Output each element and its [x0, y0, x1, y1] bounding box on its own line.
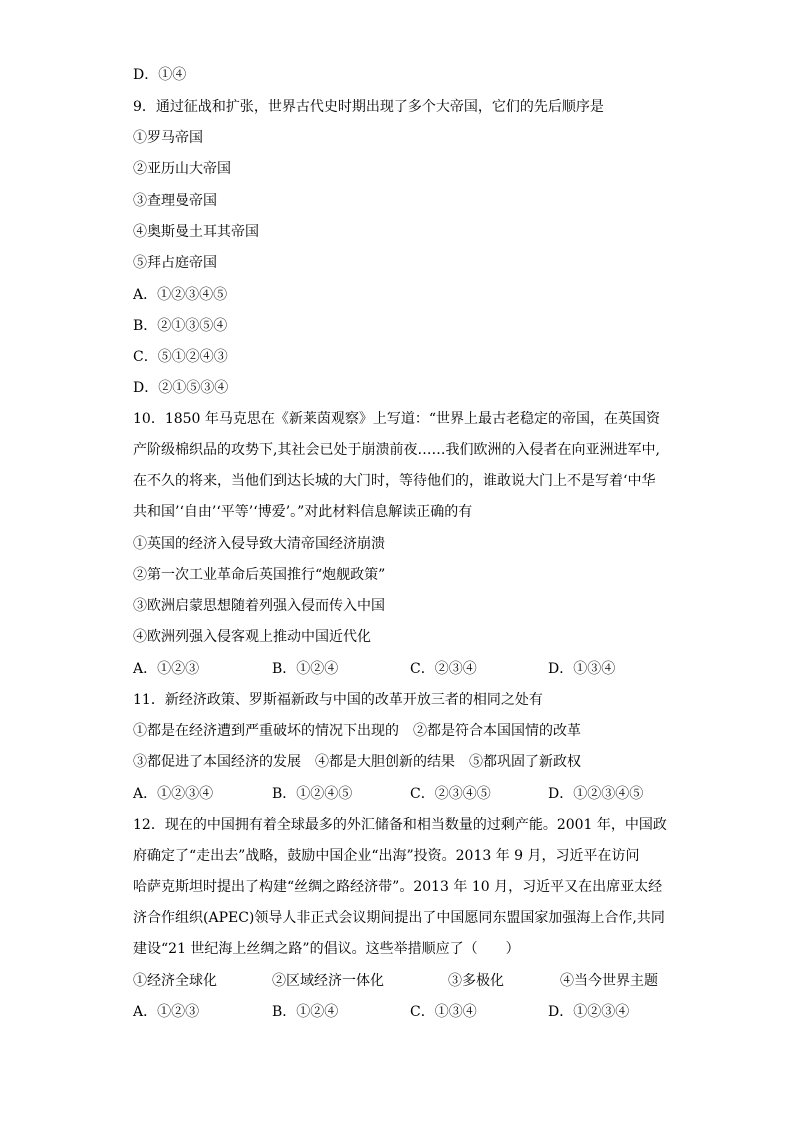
- q11-option-a: A．①②③④: [133, 786, 214, 802]
- q10-option-c: C．②③④: [410, 661, 477, 677]
- q9-item-3: ③查理曼帝国: [133, 193, 217, 209]
- q9-option-a: A．①②③④⑤: [133, 287, 228, 303]
- q12-option-b: B．①②④: [272, 1004, 339, 1020]
- q9-option-b: B．②①③⑤④: [133, 318, 228, 334]
- q10-stem-line-3: 在不久的将来，当他们到达长城的大门时，等待他们的，谁敢说大门上不是写着‘中华: [133, 473, 656, 489]
- q11-items-line-2: ③都促进了本国经济的发展 ④都是大胆创新的结果 ⑤都巩固了新政权: [133, 754, 581, 770]
- q9-item-5: ⑤拜占庭帝国: [133, 255, 217, 271]
- q12-stem-line-3: 哈萨克斯坦时提出了构建“丝绸之路经济带”。2013 年 10 月，习近平又在出席亚太经: [133, 879, 663, 895]
- q12-item-3: ③多极化: [448, 973, 504, 989]
- q11-option-c: C．②③④⑤: [410, 786, 491, 802]
- q9-item-2: ②亚历山大帝国: [133, 161, 231, 177]
- q10-option-d: D．①③④: [548, 661, 616, 677]
- q11-items-line-1: ①都是在经济遭到严重破坏的情况下出现的 ②都是符合本国国情的改革: [133, 723, 581, 739]
- q12-stem-line-2: 府确定了“走出去”战略，鼓励中国企业“出海”投资。2013 年 9 月，习近平在访问: [133, 848, 640, 864]
- q12-option-d: D．①②③④: [548, 1004, 630, 1020]
- q10-stem-line-2: 产阶级棉织品的攻势下,其社会已处于崩溃前夜……我们欧洲的入侵者在向亚洲进军中,: [133, 442, 660, 458]
- q11-option-b: B．①②④⑤: [272, 786, 353, 802]
- q10-option-b: B．①②④: [272, 661, 339, 677]
- q9-item-1: ①罗马帝国: [133, 130, 203, 146]
- q12-item-2: ②区域经济一体化: [272, 973, 384, 989]
- q12-item-1: ①经济全球化: [133, 973, 217, 989]
- q10-item-3: ③欧洲启蒙思想随着列强入侵而传入中国: [133, 598, 385, 614]
- q12-stem-line-4: 济合作组织(APEC)领导人非正式会议期间提出了中国愿同东盟国家加强海上合作,共同: [133, 910, 665, 926]
- q10-item-1: ①英国的经济入侵导致大清帝国经济崩溃: [133, 536, 385, 552]
- q11-stem: 11．新经济政策、罗斯福新政与中国的改革开放三者的相同之处有: [133, 692, 543, 708]
- q10-stem-line-4: 共和国’‘自由’‘平等’‘博爱’。”对此材料信息解读正确的有: [133, 504, 473, 520]
- q10-stem-line-1: 10．1850 年马克思在《新莱茵观察》上写道：“世界上最古老稳定的帝国，在英国资: [133, 411, 661, 427]
- q12-option-c: C．①③④: [410, 1004, 477, 1020]
- q9-stem: 9．通过征战和扩张，世界古代史时期出现了多个大帝国，它们的先后顺序是: [133, 99, 604, 115]
- q8-option-d: D．①④: [133, 67, 187, 83]
- q9-option-d: D．②①⑤③④: [133, 380, 229, 396]
- q10-option-a: A．①②③: [133, 661, 200, 677]
- q10-item-4: ④欧洲列强入侵客观上推动中国近代化: [133, 629, 371, 645]
- q9-item-4: ④奥斯曼土耳其帝国: [133, 224, 259, 240]
- q10-item-2: ②第一次工业革命后英国推行“炮舰政策”: [133, 567, 386, 583]
- q12-stem-line-5: 建设“21 世纪海上丝绸之路”的倡议。这些举措顺应了（ ）: [133, 941, 520, 957]
- q11-option-d: D．①②③④⑤: [548, 786, 644, 802]
- q9-option-c: C．⑤①②④③: [133, 349, 228, 365]
- q12-option-a: A．①②③: [133, 1004, 200, 1020]
- q12-item-4: ④当今世界主题: [560, 973, 658, 989]
- q12-stem-line-1: 12．现在的中国拥有着全球最多的外汇储备和相当数量的过剩产能。2001 年，中国政: [133, 817, 667, 833]
